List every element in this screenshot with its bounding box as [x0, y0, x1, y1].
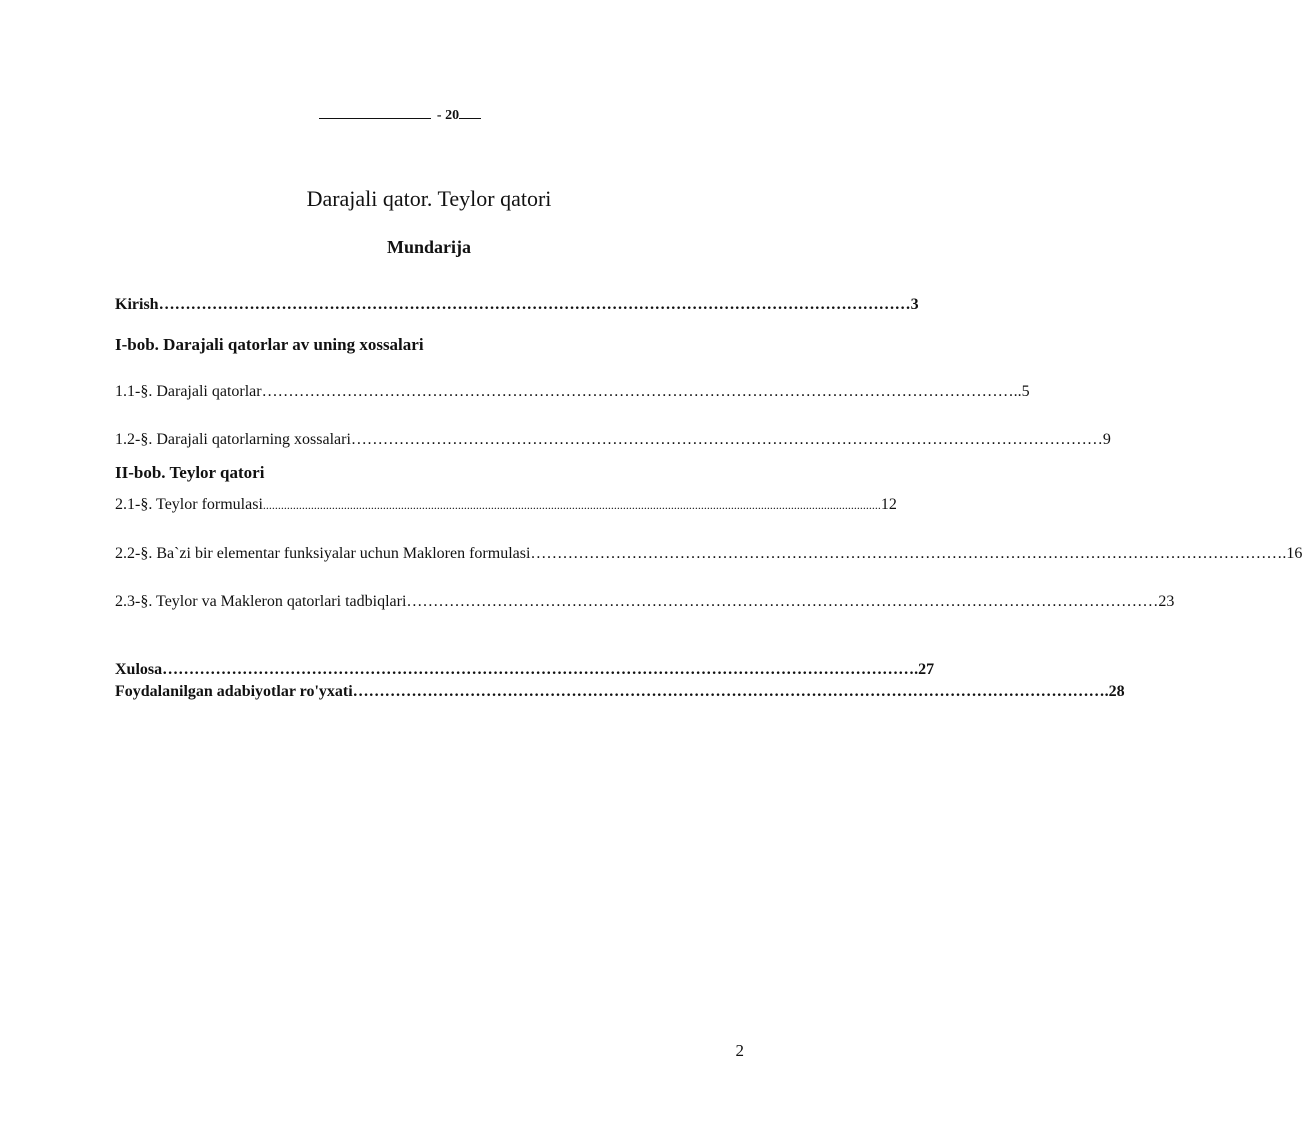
year-blank [459, 106, 481, 119]
toc-entry-page: 12 [880, 496, 897, 513]
page-number: 2 [735, 1041, 744, 1060]
toc-leader: …………………………………………………………………………………………………………………………… [352, 683, 1105, 700]
toc-entry-adabiyotlar [115, 683, 1125, 701]
toc-entry-page: 23 [1158, 593, 1175, 610]
toc-entry-2-3 [115, 593, 1175, 611]
toc-entry-label: Foydalanilgan adabiyotlar ro'yxati [115, 683, 353, 700]
toc-entry-page: .16 [1282, 545, 1302, 562]
toc-leader: …………………………………………………………………………………………………………………………… [261, 383, 1014, 400]
toc-entry-1-2 [115, 431, 1111, 449]
toc-heading: Mundarija [386, 237, 471, 257]
toc-leader: …………………………………………………………………………………………………………………………… [406, 593, 1159, 610]
toc-entry-page: 9 [1102, 431, 1111, 448]
toc-entry-label: 2.1-§. Teylor formulasi [115, 496, 263, 513]
date-blank [319, 106, 431, 119]
toc-entry-label: 1.1-§. Darajali qatorlar [115, 383, 262, 400]
toc-entry-kirish [115, 296, 919, 314]
date-line [0, 106, 800, 124]
toc-entry-page: 3 [910, 296, 919, 313]
toc-entry-2-2 [115, 545, 1302, 563]
toc-entry-page: .28 [1104, 683, 1125, 700]
toc-entry-page: .27 [914, 661, 935, 678]
toc-entry-xulosa [115, 661, 935, 679]
toc-leader: …………………………………………………………………………………………………………………………… [350, 431, 1103, 448]
toc-entry-label: Xulosa [115, 661, 163, 678]
toc-leader: .............................................................................................................................................................................................................. [262, 498, 881, 512]
document-title: Darajali qator. Teylor qatori [306, 186, 552, 211]
toc-entry-2-1 [115, 496, 897, 514]
toc-entry-page: ..5 [1013, 383, 1030, 400]
toc-entry-1-1 [115, 383, 1030, 401]
toc-entry-label: 2.3-§. Teylor va Makleron qatorlari tadbiqlari [115, 593, 407, 610]
toc-entry-label: 2.2-§. Ba`zi bir elementar funksiyalar uchun Makloren formulasi [115, 545, 531, 562]
toc-chapter-2: II-bob. Teylor qatori [115, 463, 265, 482]
toc-leader: …………………………………………………………………………………………………………………………… [158, 296, 911, 313]
toc-entry-label: 1.2-§. Darajali qatorlarning xossalari [115, 431, 351, 448]
year-text: - 20 [436, 108, 460, 123]
toc-leader: …………………………………………………………………………………………………………………………… [162, 661, 915, 678]
toc-entry-label: Kirish [115, 296, 159, 313]
toc-leader: …………………………………………………………………………………………………………………………… [530, 545, 1283, 562]
toc-chapter-1: I-bob. Darajali qatorlar av uning xossalari [115, 335, 424, 354]
